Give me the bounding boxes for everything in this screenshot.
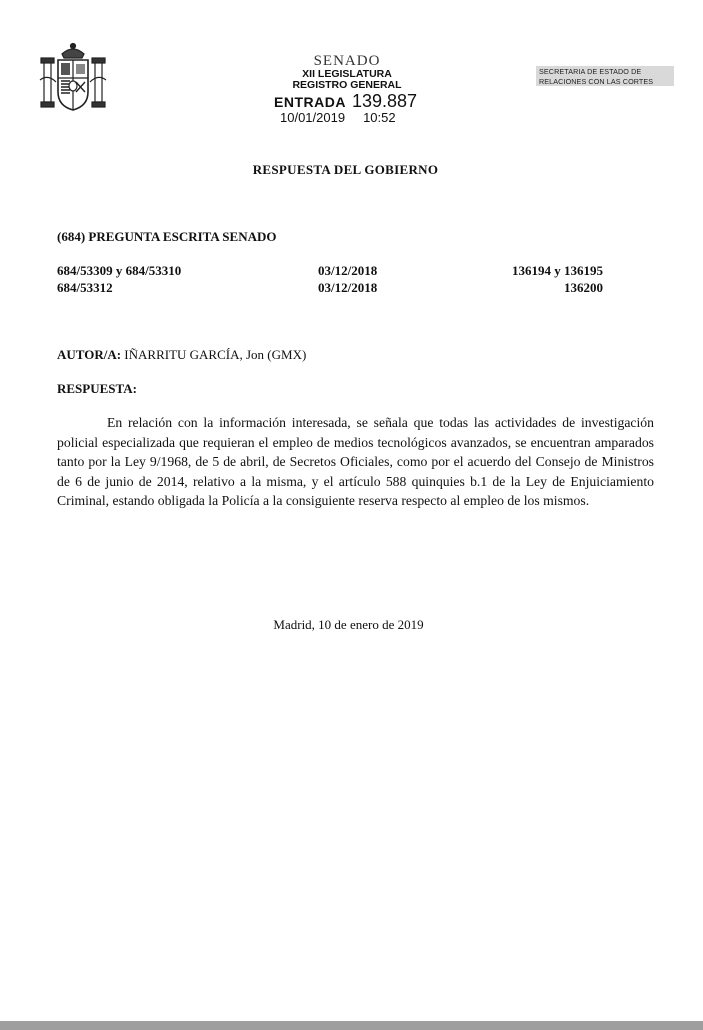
entrada-number: 139.887 [351, 91, 418, 111]
stamp-datetime [280, 110, 396, 125]
signoff: Madrid, 10 de enero de 2019 [273, 617, 424, 632]
row-2-date: 03/12/2018 [318, 280, 378, 295]
stamp-senado: SENADO [313, 53, 381, 69]
stamp-time: 10:52 [363, 110, 396, 125]
coat-of-arms-icon [38, 40, 108, 118]
autor-label: AUTOR/A: [57, 347, 122, 362]
autor-line [57, 347, 306, 363]
autor-value: IÑARRITU GARCÍA, Jon (GMX) [121, 347, 307, 362]
secretaria-box [536, 66, 674, 86]
document-title: RESPUESTA DEL GOBIERNO [252, 162, 439, 177]
row-1-ref: 684/53309 y 684/53310 [57, 263, 182, 278]
stamp-entrada [274, 91, 417, 112]
stamp-date: 10/01/2019 [280, 110, 346, 125]
registry-stamp [262, 53, 432, 91]
secretaria-line-1: SECRETARIA DE ESTADO DE [539, 67, 642, 76]
row-1-registro: 136194 y 136195 [512, 263, 603, 278]
respuesta-body: En relación con la información interesada, se señala que todas las actividades de investigación policial especializada que requieran el empleo de medios tecnológicos avanzados, se encuentran amparados tanto por la Ley 9/1968, de 5 de abril, de Secretos Oficiales, como por el acuerdo del Consejo de Ministros de 6 de junio de 2014, relativo a la misma, y el artículo 588 quinquies b.1 de la Ley de Enjuiciamiento Criminal, estando obligada la Policía a la consiguiente reserva respecto al empleo de los mismos. [57, 415, 654, 509]
signoff-wrap [0, 617, 703, 633]
entrada-label: ENTRADA [274, 94, 346, 110]
stamp-registro: REGISTRO GENERAL [292, 79, 402, 91]
pregunta-heading: (684) PREGUNTA ESCRITA SENADO [57, 229, 277, 244]
row-2-registro: 136200 [564, 280, 603, 295]
row-1-date: 03/12/2018 [318, 263, 378, 278]
row-2-ref: 684/53312 [57, 280, 113, 295]
respuesta-label: RESPUESTA: [57, 381, 137, 396]
bottom-bar [0, 1021, 703, 1030]
stamp-legislatura: XII LEGISLATURA [302, 68, 392, 80]
document-title-wrap [0, 162, 703, 178]
secretaria-line-2: RELACIONES CON LAS CORTES [539, 77, 654, 86]
